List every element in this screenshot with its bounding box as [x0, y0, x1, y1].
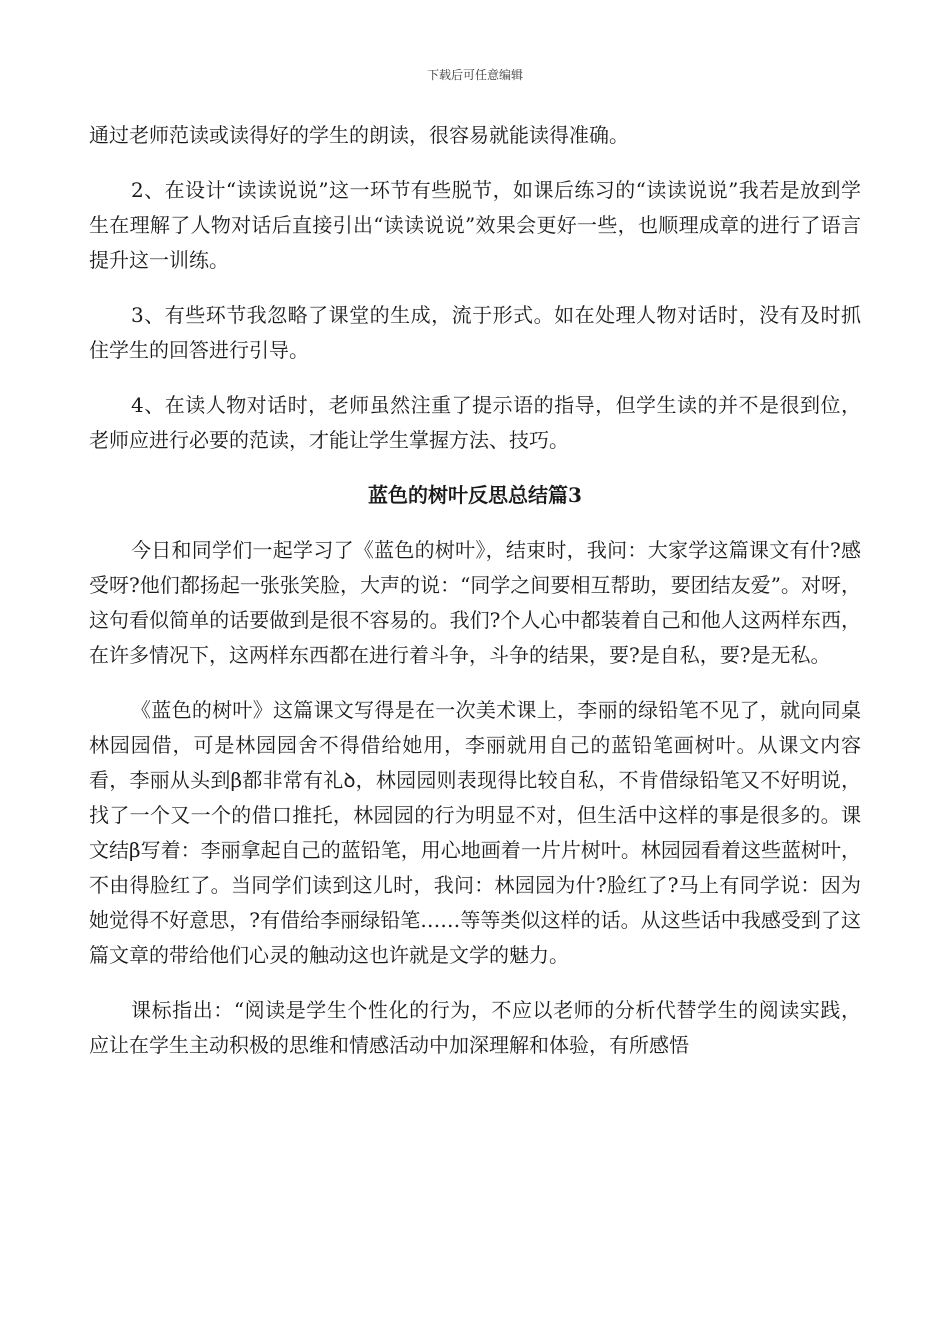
paragraph-point-3: 3、有些环节我忽略了课堂的生成，流于形式。如在处理人物对话时，没有及时抓住学生的回答进行引导。	[89, 303, 861, 362]
paragraph-point-4: 4、在读人物对话时，老师虽然注重了提示语的指导，但学生读的并不是很到位，老师应进行必要的范读，才能让学生掌握方法、技巧。	[89, 393, 861, 452]
paragraph-continuation: 通过老师范读或读得好的学生的朗读，很容易就能读得准确。	[89, 123, 629, 147]
section-paragraph-2: 《蓝色的树叶》这篇课文写得是在一次美术课上，李丽的绿铅笔不见了，就向同桌林园园借，可是林园园舍不得借给她用，李丽就用自己的蓝铅笔画树叶。从课文内容看，李丽从头到β都非常有礼ꝺ，林园园则表现得比较自私，不肯借绿铅笔又不好明说，找了一个又一个的借口推托，林园园的行为明显不对，但生活中这样的事是很多的。课文结β写着：李丽拿起自己的蓝铅笔，用心地画着一片片树叶。林园园看着这些蓝树叶，不由得脸红了。当同学们读到这儿时，我问：林园园为什?脸红了?马上有同学说：因为她觉得不好意思，?有借给李丽绿铅笔……等等类似这样的话。从这些话中我感受到了这篇文章的带给他们心灵的触动这也许就是文学的魅力。	[89, 698, 861, 967]
paragraph-point-2: 2、在设计“读读说说”这一环节有些脱节，如课后练习的“读读说说”我若是放到学生在理解了人物对话后直接引出“读读说说”效果会更好一些，也顺理成章的进行了语言提升这一训练。	[89, 178, 861, 272]
section-paragraph-3: 课标指出：“阅读是学生个性化的行为，不应以老师的分析代替学生的阅读实践，应让在学生主动积极的思维和情感活动中加深理解和体验，有所感悟	[89, 998, 861, 1057]
page-header-note: 下载后可任意编辑	[426, 68, 523, 82]
document-body	[89, 118, 861, 1063]
section-paragraph-1: 今日和同学们一起学习了《蓝色的树叶》，结束时，我问：大家学这篇课文有什?感受呀?他们都扬起一张张笑脸，大声的说：“同学之间要相互帮助，要团结友爱”。对呀，这句看似简单的话要做到是很不容易的。我们?个人心中都装着自己和他人这两样东西，在许多情况下，这两样东西都在进行着斗争，斗争的结果，要?是自私，要?是无私。	[89, 538, 861, 667]
section-title: 蓝色的树叶反思总结篇3	[368, 483, 582, 507]
